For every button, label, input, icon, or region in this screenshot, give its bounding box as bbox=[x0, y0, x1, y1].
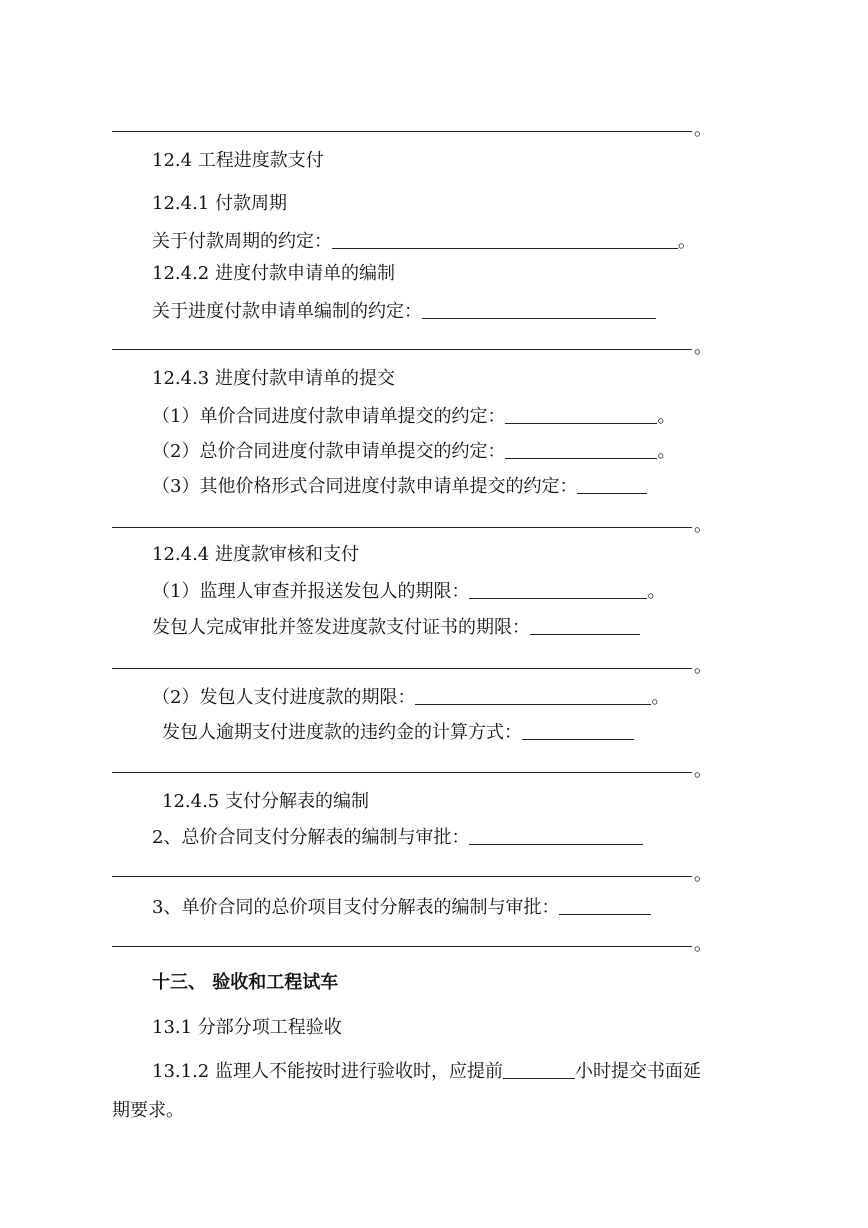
clause-13-1-2-part2: 小时提交书面延 bbox=[574, 1061, 701, 1082]
unit-price-submission-row bbox=[152, 403, 675, 429]
total-price-submission-row bbox=[152, 438, 675, 464]
fill-line[interactable] bbox=[112, 349, 692, 350]
fill-line[interactable] bbox=[112, 527, 692, 528]
review-period-label-text: （1）监理人审查并报送发包人的期限： bbox=[152, 581, 470, 602]
section-heading-12-4-2: 12.4.2 进度付款申请单的编制 bbox=[152, 263, 395, 284]
fill-line[interactable] bbox=[112, 876, 692, 877]
period-mark: 。 bbox=[647, 581, 666, 602]
payment-cycle-blank[interactable] bbox=[332, 228, 678, 249]
chapter-heading-13: 十三、 验收和工程试车 bbox=[152, 972, 339, 993]
unit-breakdown-row bbox=[152, 894, 651, 920]
section-heading-12-4-4: 12.4.4 进度款审核和支付 bbox=[152, 544, 359, 565]
application-prep-row bbox=[152, 298, 656, 324]
unit-breakdown-label: 3、单价合同的总价项目支付分解表的编制与审批： bbox=[152, 897, 560, 918]
period-mark: 。 bbox=[657, 441, 676, 462]
period-mark: 。 bbox=[694, 515, 712, 536]
total-price-submission-blank[interactable] bbox=[505, 438, 657, 459]
section-heading-12-4-3: 12.4.3 进度付款申请单的提交 bbox=[152, 368, 395, 389]
other-price-submission-label: （3）其他价格形式合同进度付款申请单提交的约定： bbox=[152, 476, 578, 497]
period-mark: 。 bbox=[694, 337, 712, 358]
clause-13-1-2-continuation: 期要求。 bbox=[112, 1100, 184, 1121]
other-price-submission-row bbox=[152, 473, 647, 499]
approval-period-row bbox=[152, 614, 640, 640]
fill-line[interactable] bbox=[112, 772, 692, 773]
clause-13-1-2-part1: 13.1.2 监理人不能按时进行验收时，应提前 bbox=[152, 1061, 503, 1082]
clause-13-1-2-row bbox=[152, 1058, 701, 1084]
period-mark: 。 bbox=[694, 119, 712, 140]
period-mark: 。 bbox=[657, 406, 676, 427]
payment-cycle-row bbox=[152, 228, 696, 254]
section-heading-12-4-5: 12.4.5 支付分解表的编制 bbox=[162, 791, 369, 812]
review-period-row bbox=[152, 578, 665, 604]
approval-period-label: 发包人完成审批并签发进度款支付证书的期限： bbox=[152, 617, 530, 638]
unit-price-submission-label: （1）单价合同进度付款申请单提交的约定： bbox=[152, 406, 506, 427]
advance-hours-blank[interactable] bbox=[503, 1058, 575, 1079]
payment-cycle-label: 关于付款周期的约定： bbox=[152, 231, 332, 252]
section-heading-12-4-1: 12.4.1 付款周期 bbox=[152, 193, 287, 214]
period-mark: 。 bbox=[694, 760, 712, 781]
review-period-blank[interactable] bbox=[469, 578, 647, 599]
penalty-method-label: 发包人逾期支付进度款的违约金的计算方式： bbox=[162, 722, 522, 743]
total-breakdown-blank[interactable] bbox=[469, 824, 643, 845]
unit-breakdown-blank[interactable] bbox=[559, 894, 651, 915]
payment-period-blank[interactable] bbox=[415, 684, 651, 705]
total-breakdown-label: 2、总价合同支付分解表的编制与审批： bbox=[152, 827, 470, 848]
fill-line[interactable] bbox=[112, 131, 692, 132]
fill-line[interactable] bbox=[112, 668, 692, 669]
period-mark: 。 bbox=[694, 934, 712, 955]
total-price-submission-label: （2）总价合同进度付款申请单提交的约定： bbox=[152, 441, 506, 462]
unit-price-submission-blank[interactable] bbox=[505, 403, 657, 424]
penalty-method-row bbox=[162, 719, 634, 745]
application-prep-label: 关于进度付款申请单编制的约定： bbox=[152, 301, 422, 322]
total-breakdown-row bbox=[152, 824, 643, 850]
section-heading-12-4: 12.4 工程进度款支付 bbox=[152, 150, 324, 171]
fill-line[interactable] bbox=[112, 946, 692, 947]
approval-period-blank[interactable] bbox=[530, 614, 640, 635]
period-mark: 。 bbox=[678, 231, 696, 252]
period-mark: 。 bbox=[651, 687, 670, 708]
period-mark: 。 bbox=[694, 864, 712, 885]
penalty-method-blank[interactable] bbox=[522, 719, 634, 740]
payment-period-row bbox=[152, 684, 669, 710]
section-heading-13-1: 13.1 分部分项工程验收 bbox=[152, 1017, 342, 1038]
other-price-submission-blank[interactable] bbox=[577, 473, 647, 494]
application-prep-blank[interactable] bbox=[422, 298, 656, 319]
period-mark: 。 bbox=[694, 656, 712, 677]
payment-period-label: （2）发包人支付进度款的期限： bbox=[152, 687, 416, 708]
